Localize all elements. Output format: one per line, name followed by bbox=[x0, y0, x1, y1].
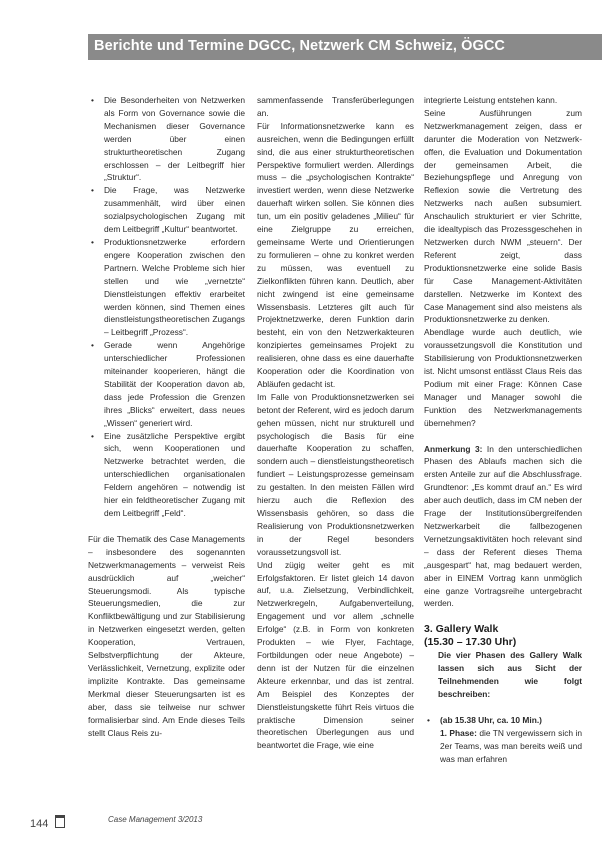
remark-label: Anmerkung 3: bbox=[424, 443, 483, 454]
section-time: (15.30 – 17.30 Uhr) bbox=[424, 636, 517, 649]
section-intro: Die vier Phasen des Gallery Walk lassen sich aus Sicht der Teilnehmenden wie folgt beschreiben: bbox=[438, 650, 582, 700]
list-item: • (ab 15.38 Uhr, ca. 10 Min.) 1. Phase: die TN vergewissern sich in 2er Teams, was man bereits weiß und was man erfahren bbox=[427, 714, 582, 764]
magazine-logo-icon bbox=[55, 815, 65, 828]
list-item: • Die Besonderheiten von Netzwerken als Form von Governance sowie die Mechanismen dieser Governance werden über einen strukturtheoretischen Zugang erschlossen – der Leitbegriff hier „Struktur“. bbox=[91, 95, 245, 183]
list-item: • Produktionsnetzwerke erfordern engere Kooperation zwischen den Partnern. Welche Probleme sich hier stellen und wie „vernetzte“ Dienstleistungen effektiv erarbeitet werden können, sind Themen eines dienstleistungstheoretischen Zugangs – Leitbegriff „Prozess“. bbox=[91, 236, 245, 338]
banner-title: Berichte und Termine DGCC, Netzwerk CM Schweiz, ÖGCC bbox=[94, 38, 506, 54]
paragraph: Für die Thematik des Case Managements – insbesondere des sogenannten Netzwerkmanagements – verweist Reis ausdrücklich auf „weicher“ Steuerungsmodi. Als typische Steuerungsmedien, die zur Konfliktbewältigung und zur Stabilisierung in Netzwerken eingesetzt werden, gelten Kooperation, Vertrauen, Selbstverpflichtung der Akteure, Verlässlichkeit, Vernetzung, explizite oder implizite Kontrakte. Das gemeinsame Merkmal dieser Steuerungsarten ist es aber, dass sie teilweise nur schwer formalisierbar sind. Am Ende dieses Teils stellt Claus Reis zu- bbox=[88, 533, 245, 738]
text-column-1 bbox=[88, 94, 245, 739]
section-banner bbox=[88, 34, 602, 60]
paragraph: Für Informationsnetzwerke kann es ausreichen, wenn die Bedingungen erfüllt sind, die aus einer strukturtheoretischen Perspektive formuliert werden. Allerdings muss – die „psychologischen Kontrakte“ investiert werden, wenn diese Netzwerke dauerhaft wirken sollen. Sie können dies tun, um ein positiv geladenes „Milieu“ für eine Zielgruppe zu erreichen, gemeinsame Werte und Orientierungen zu formulieren – ohne zu konkret werden zu müssen, was eventuell zu Zielkonflikten führen kann. Deutlich, aber nicht zwingend ist eine gemeinsame Wissensbasis. Letzteres gilt auch für Projektnetzwerke, deren Funktion darin besteht, ein von den Netzwerkakteuren konzipiertes gemeinsames Projekt zu realisieren, ohne dass es eine dauerhafte Kooperation oder die Koordination von Abläufen gedacht ist. bbox=[257, 120, 414, 389]
page-footer bbox=[30, 815, 203, 830]
paragraph: Seine Ausführungen zum Netzwerkmanagement zeigen, dass er darunter die Moderation von Netzwerk-offen, die Evaluation und Dokumentation der gemeinsamen Arbeit, die Beziehungspflege und Anregung von Reflexion sowie die Vertretung des Netzwerks nach außen subsumiert. Anschaulich strukturiert er vier Schritte, die idealtypisch das Prozessgeschehen in Netzwerken durch NWM „steuern“. Der Referent zeigt, dass Produktionsnetzwerke eine solide Basis für Case Management-Aktivitäten darstellen. Netzwerke im Kontext des Case Management sind also meistens als Produktionsnetzwerke zu denken. bbox=[424, 107, 582, 325]
paragraph: integrierte Leistung entstehen kann. bbox=[424, 95, 558, 105]
list-item: • Eine zusätzliche Perspektive ergibt sich, wenn Kooperationen und Netzwerke betrachtet werden, die unterschiedlichen organisationalen Feldern angehören – notwendig ist hier ein feldtheoretischer Zugang mit dem Leitbegriff „Feld“. bbox=[91, 430, 245, 518]
section-heading: 3. Gallery Walk bbox=[424, 623, 499, 636]
remark-paragraph: Anmerkung 3: In den unterschiedlichen Phasen des Ablaufs machen sich die ersten Anteile zur auf die Abschlussfrage. Grundtenor: „Es kommt drauf an.“ Es wird aber auch deutlich, dass im CM neben der Frage der Institutionsübergreifenden Netzwerkarbeit die fallbezogenen Vernetzungsaktivitäten hoch relevant sind – dass der Referent dieses Thema „ausgespart“ hat, mag bedauert werden, aber in EINEM Vortrag kann unmöglich eine ganze Vortragsreihe untergebracht werden. bbox=[424, 443, 582, 609]
list-item: • Die Frage, was Netzwerke zusammenhält, wird über einen sozialpsychologischen Zugang mit dem Leitbegriff „Kultur“ beantwortet. bbox=[91, 185, 245, 235]
list-item: • Gerade wenn Angehörige unterschiedlicher Professionen miteinander kooperieren, hängt die Stabilität der Kooperation davon ab, dass jede Profession die Grenzen ihres „Blicks“ erweitert, dass neues „Wissen“ generiert wird. bbox=[91, 340, 245, 428]
paragraph: Im Falle von Produktionsnetzwerken sei betont der Referent, wird es jedoch darum gehen müssen, nicht nur strukturell und psychologisch die Basis für eine dauerhafte Kooperation zu schaffen, sondern auch – dienstleistungstheoretisch fundiert – Leistungsprozesse gemeinsam zu gestalten. In den meisten Fällen wird hierzu auch die Reflexion des Wissensbasis gehören, so dass die Realisierung von Produktionsnetzwerken in der Regel besonders voraussetzungsvoll ist. bbox=[257, 391, 414, 557]
paragraph: Abendlage wurde auch deutlich, wie voraussetzungsvoll die Konstitution und Stabilisierung von Produktionsnetzwerken ist. Nicht umsonst entlässt Claus Reis das Podium mit einer Frage: Können Case Manager und Manager sowohl die Funktion des Netzwerkmanagements übernehmen? bbox=[424, 327, 582, 428]
text-column-3 bbox=[424, 94, 582, 766]
page-number: 144 bbox=[30, 818, 49, 830]
paragraph: sammenfassende Transferüberlegungen an. bbox=[257, 95, 414, 118]
text-column-2 bbox=[257, 94, 414, 752]
bullet-list bbox=[88, 94, 245, 520]
paragraph: Und zügig weiter geht es mit Erfolgsfaktoren. Er listet gleich 14 davon auf, u.a. Zielsetzung, Verbindlichkeit, Netzwerkregeln, Aufgabenverteilung, Engagement und vor allem „schnelle Erfolge“ (z.B. in Form von konkreten Produkten – wie Flyer, Fachtage, Fortbildungen oder neue Angebote) – denn ist der Nutzen für die einzelnen Akteure erkennbar, und das ist zentral. Am Beispiel des Konzeptes der Dienstleistungskette führt Reis virtuos die praktische Dimension seiner theoretischen Überlegungen aus und beantwortet die Frage, wie eine bbox=[257, 559, 414, 751]
phase-list bbox=[424, 714, 582, 766]
magazine-name: Case Management 3/2013 bbox=[108, 815, 203, 824]
